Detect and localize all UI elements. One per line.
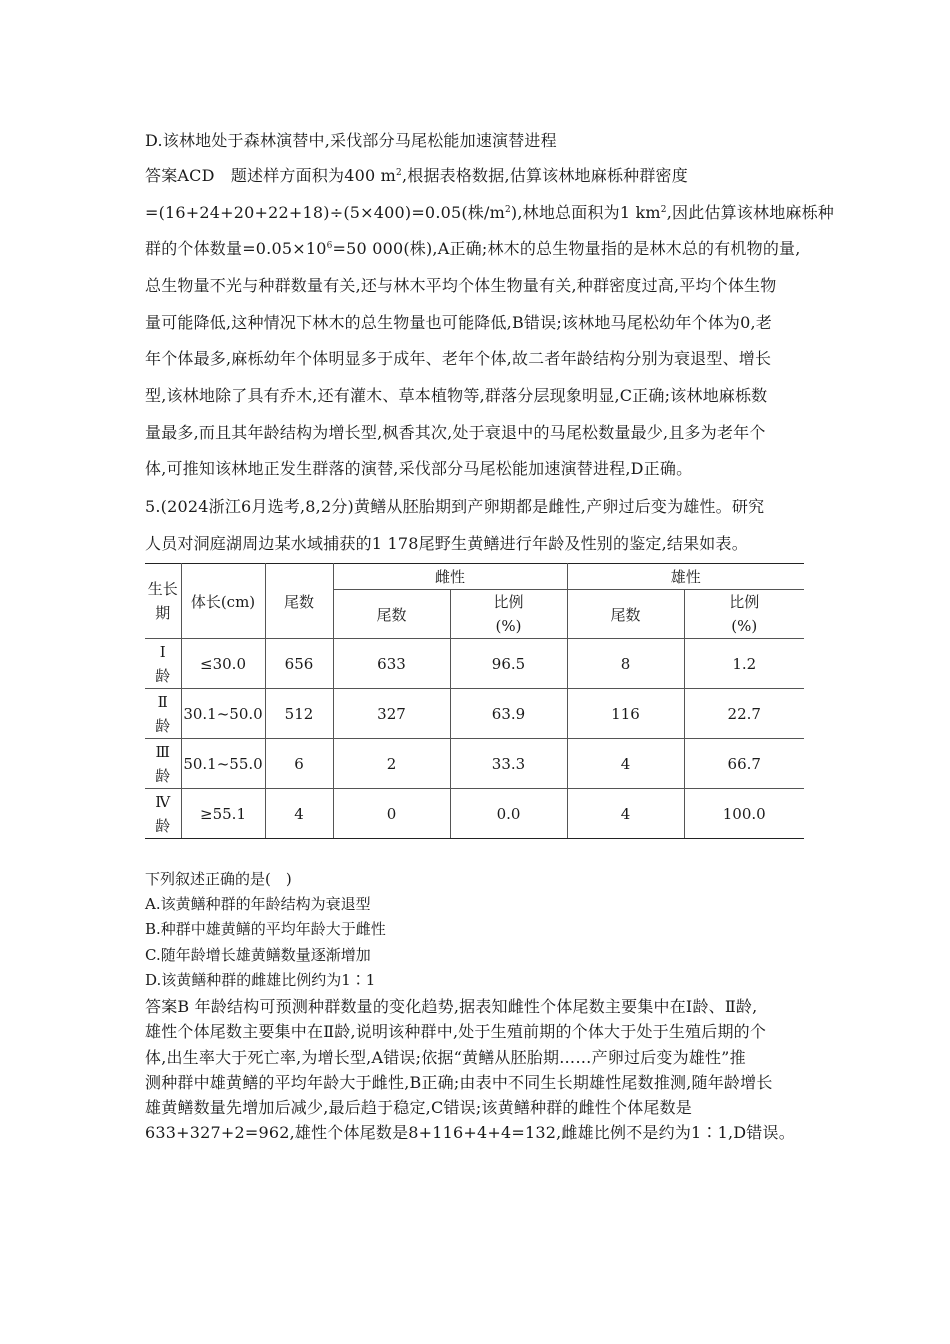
answer-line-8: 量最多,而且其年龄结构为增长型,枫香其次,处于衰退中的马尾松数量最少,且多为老年个 bbox=[145, 423, 766, 442]
male-count-cell: 4 bbox=[567, 789, 684, 839]
length-cell: 30.1~50.0 bbox=[181, 689, 265, 739]
period-cell: Ⅳ 龄 bbox=[145, 789, 181, 839]
option-b: B.种群中雄黄鳝的平均年龄大于雌性 bbox=[145, 920, 386, 938]
count-cell: 6 bbox=[265, 739, 333, 789]
option-a: A.该黄鳝种群的年龄结构为衰退型 bbox=[145, 895, 371, 913]
header-male: 雄性 bbox=[567, 564, 804, 590]
count-cell: 512 bbox=[265, 689, 333, 739]
option-d: D.该黄鳝种群的雌雄比例约为1∶1 bbox=[145, 971, 376, 989]
male-ratio-cell: 1.2 bbox=[684, 639, 804, 689]
eel-data-table bbox=[145, 563, 804, 839]
header-male-ratio: 比例 (%) bbox=[684, 590, 804, 639]
option-d-previous: D.该林地处于森林演替中,采伐部分马尾松能加速演替进程 bbox=[145, 131, 557, 150]
header-period: 生长 期 bbox=[145, 564, 181, 639]
female-count-cell: 2 bbox=[333, 739, 450, 789]
table-row bbox=[145, 739, 804, 789]
count-cell: 656 bbox=[265, 639, 333, 689]
answer-line-2: =(16+24+20+22+18)÷(5×400)=0.05(株$/m^2$),林地总面积为1 $km^2$,因此估算该林地麻栎种 bbox=[145, 203, 835, 222]
answer-line-5: 量可能降低,这种情况下林木的总生物量也可能降低,B错误;该林地马尾松幼年个体为0,老 bbox=[145, 313, 772, 332]
period-cell: Ⅲ 龄 bbox=[145, 739, 181, 789]
female-ratio-cell: 33.3 bbox=[450, 739, 567, 789]
q5-answer-line-1: 答案B 年龄结构可预测种群数量的变化趋势,据表知雌性个体尾数主要集中在Ⅰ龄、Ⅱ龄, bbox=[145, 997, 758, 1016]
q5-answer-line-5: 雄黄鳝数量先增加后减少,最后趋于稳定,C错误;该黄鳝种群的雌性个体尾数是 bbox=[145, 1098, 693, 1117]
header-body-length: 体长(cm) bbox=[181, 564, 265, 639]
length-cell: ≥55.1 bbox=[181, 789, 265, 839]
period-cell: Ⅰ 龄 bbox=[145, 639, 181, 689]
question-5-stem-1: 5.(2024浙江6月选考,8,2分)黄鳝从胚胎期到产卵期都是雌性,产卵过后变为雄性。研究 bbox=[145, 497, 765, 516]
answer-line-6: 年个体最多,麻栎幼年个体明显多于成年、老年个体,故二者年龄结构分别为衰退型、增长 bbox=[145, 349, 772, 368]
q5-answer-line-3: 体,出生率大于死亡率,为增长型,A错误;依据“黄鳝从胚胎期……产卵过后变为雄性”推 bbox=[145, 1048, 746, 1067]
count-cell: 4 bbox=[265, 789, 333, 839]
male-count-cell: 116 bbox=[567, 689, 684, 739]
answer-line-3: 群的个体数量$=0.05\times 10^6=50$ 000(株),A正确;林木的总生物量指的是林木总的有机物的量, bbox=[145, 239, 801, 258]
female-ratio-cell: 96.5 bbox=[450, 639, 567, 689]
female-ratio-cell: 0.0 bbox=[450, 789, 567, 839]
answer-line-1: 答案ACD 题述样方面积为400 $m^2$,根据表格数据,估算该林地麻栎种群密度 bbox=[145, 166, 688, 185]
header-count: 尾数 bbox=[265, 564, 333, 639]
male-count-cell: 4 bbox=[567, 739, 684, 789]
answer-line-7: 型,该林地除了具有乔木,还有灌木、草本植物等,群落分层现象明显,C正确;该林地麻栎数 bbox=[145, 386, 768, 405]
male-ratio-cell: 22.7 bbox=[684, 689, 804, 739]
q5-answer-line-2: 雄性个体尾数主要集中在Ⅱ龄,说明该种群中,处于生殖前期的个体大于处于生殖后期的个 bbox=[145, 1022, 767, 1041]
length-cell: 50.1~55.0 bbox=[181, 739, 265, 789]
female-count-cell: 0 bbox=[333, 789, 450, 839]
answer-line-4: 总生物量不光与种群数量有关,还与林木平均个体生物量有关,种群密度过高,平均个体生物 bbox=[145, 276, 777, 295]
male-ratio-cell: 100.0 bbox=[684, 789, 804, 839]
header-male-count: 尾数 bbox=[567, 590, 684, 639]
q5-answer-line-4: 测种群中雄黄鳝的平均年龄大于雌性,B正确;由表中不同生长期雄性尾数推测,随年龄增长 bbox=[145, 1073, 773, 1092]
table-row bbox=[145, 639, 804, 689]
period-cell: Ⅱ 龄 bbox=[145, 689, 181, 739]
question-5-stem-2: 人员对洞庭湖周边某水域捕获的1 178尾野生黄鳝进行年龄及性别的鉴定,结果如表。 bbox=[145, 534, 748, 553]
female-count-cell: 327 bbox=[333, 689, 450, 739]
header-female-ratio: 比例 (%) bbox=[450, 590, 567, 639]
answer-line-9: 体,可推知该林地正发生群落的演替,采伐部分马尾松能加速演替进程,D正确。 bbox=[145, 459, 693, 478]
female-count-cell: 633 bbox=[333, 639, 450, 689]
table-row bbox=[145, 689, 804, 739]
option-c: C.随年龄增长雄黄鳝数量逐渐增加 bbox=[145, 946, 371, 964]
q5-answer-line-6: 633+327+2=962,雄性个体尾数是8+116+4+4=132,雌雄比例不是约为1∶1,D错误。 bbox=[145, 1123, 795, 1142]
female-ratio-cell: 63.9 bbox=[450, 689, 567, 739]
male-count-cell: 8 bbox=[567, 639, 684, 689]
header-female: 雌性 bbox=[333, 564, 567, 590]
question-prompt: 下列叙述正确的是( ) bbox=[145, 870, 292, 888]
length-cell: ≤30.0 bbox=[181, 639, 265, 689]
table-row bbox=[145, 789, 804, 839]
header-female-count: 尾数 bbox=[333, 590, 450, 639]
male-ratio-cell: 66.7 bbox=[684, 739, 804, 789]
